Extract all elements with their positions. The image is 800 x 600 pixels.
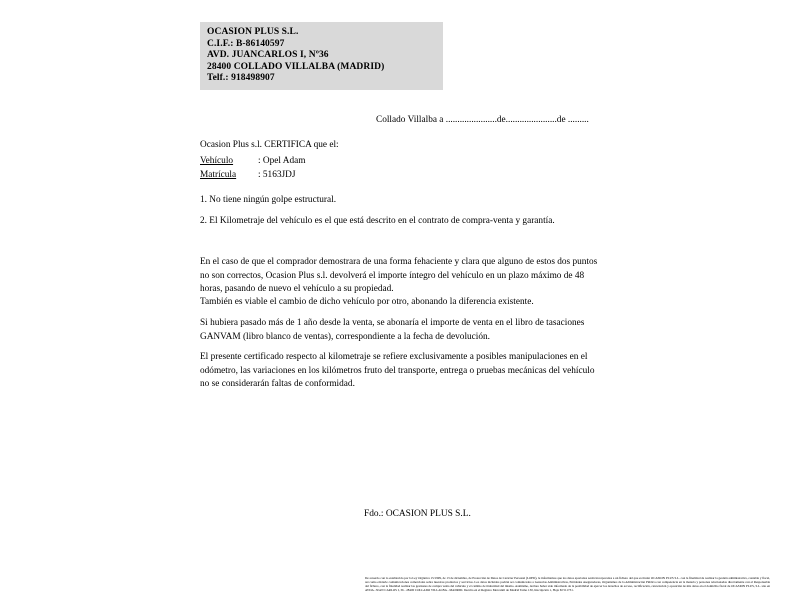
field-value-vehiculo: : Opel Adam: [258, 156, 306, 166]
dateline: Collado Villalba a ......................de......................de .........: [376, 115, 589, 125]
paragraph-refund: En el caso de que el comprador demostrara de una forma fehaciente y clara que alguno de estos dos puntos no son correctos, Ocasion Plus s.l. devolverá el importe íntegro del vehículo en un plazo máximo de 48 horas, pasando de nuevo el vehículo a su propiedad.: [200, 257, 598, 295]
company-phone: Telf.: 918498907: [207, 73, 275, 84]
company-address-street: AVD. JUANCARLOS I, Nº36: [207, 50, 329, 61]
company-name: OCASION PLUS S.L.: [207, 27, 299, 37]
certifies-line: Ocasion Plus s.l. CERTIFICA que el:: [200, 140, 339, 150]
paragraph-odometer: El presente certificado respecto al kilometraje se refiere exclusivamente a posibles manipulaciones en el odómetro, las variaciones en los kilómetros fruto del transporte, entrega o pruebas mecánicas del vehículo no se considerarán faltas de conformidad.: [200, 352, 595, 390]
field-row-matricula: [200, 169, 306, 183]
legal-notice: [365, 576, 770, 592]
company-cif: C.I.F.: B-86140597: [207, 38, 285, 49]
field-value-matricula: : 5163JDJ: [258, 169, 296, 180]
legal-notice-text: De acuerdo con lo establecido por la Ley Orgánica 15/1999, de 13 de diciembre, de Protección de Datos de Carácter Personal (LOPD), le informamos que los datos aportados serán incorporados a un fichero del que es titular OCASION PLUS S.L. con la finalidad de realizar la gestión administrativa, contable y fiscal, así como enviarle comunicaciones comerciales sobre nuestros productos y servicios. Los datos incluidos podrán ser comunicados a Gestorías Administrativas, Entidades Aseguradoras, Organismos de la Administración Pública con competencia en la materia y personas relacionadas directamente con el Responsable del fichero, con la finalidad realizar las gestiones de compra venta del vehículo y el cambio de titularidad del mismo. Asimismo, declaro haber sido informado de la posibilidad de ejercer los derechos de acceso, rectificación, cancelación y oposición de mis datos en el domicilio fiscal de OCASION PLUS, S.L. sito en AVDA. JUAN CARLOS I, 36 - 28400 COLLADO VILLALBA - MADRID. Inscrita en el Registro Mercantil de Madrid Tomo 130, Inscripción 1, Hoja M 511731.: [365, 576, 770, 593]
paragraph-ganvam: Si hubiera pasado más de 1 año desde la venta, se abonaría el importe de venta en el libro de tasaciones GANVAM (libro blanco de ventas), correspondiente a la fecha de devolución.: [200, 318, 585, 342]
document-sheet: [168, 0, 770, 600]
company-address-city: 28400 COLLADO VILLALBA (MADRID): [207, 61, 385, 72]
field-label-matricula: Matrícula: [200, 169, 237, 180]
certified-point-1: 1. No tiene ningún golpe estructural.: [200, 195, 337, 205]
field-row-vehiculo: [200, 155, 306, 169]
paragraph-exchange: También es viable el cambio de dicho vehículo por otro, abonando la diferencia existente.: [200, 297, 534, 307]
signature-line: Fdo.: OCASION PLUS S.L.: [364, 509, 471, 519]
company-letterhead: [200, 22, 443, 90]
certified-point-2: 2. El Kilometraje del vehículo es el que está descrito en el contrato de compra-venta y garantía.: [200, 216, 555, 226]
vehicle-fields: [200, 155, 306, 182]
field-label-vehiculo: Vehículo: [200, 156, 234, 166]
